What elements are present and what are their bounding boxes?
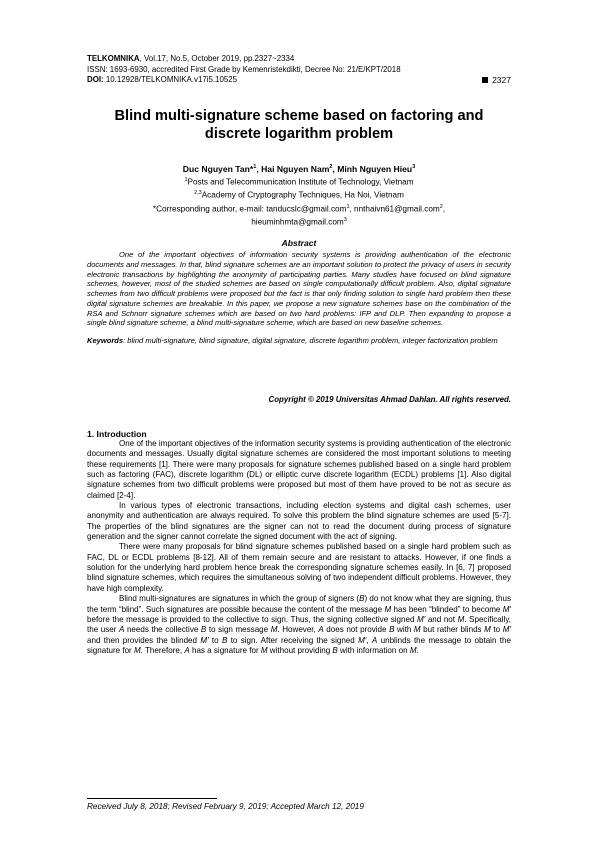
keywords-text: : blind multi-signature, blind signature, digital signature, discrete logarithm problem, integer factorization problem: [123, 336, 498, 345]
paragraph-3: There were many proposals for blind signature schemes published based on a single hard problem such as FAC, DL or ECDL problems [8-12]. All of them remain secure and are resistant to attacks. However, if one finds a solution for the underlying hard problem hence break the corresponding signature schemes easily. In [6, 7] proposed blind signature schemes, which requires the simultaneous solving of two independent difficult problems. However, they have high complexity.: [87, 542, 511, 593]
author-3-sup: 3: [412, 164, 416, 170]
corresponding-author-line2: [87, 215, 511, 228]
page-number-text: 2327: [492, 75, 511, 85]
journal-name: TELKOMNIKA: [87, 54, 140, 63]
author-1: Duc Nguyen Tan*: [182, 163, 254, 174]
author-3: , Minh Nguyen Hieu: [332, 163, 413, 174]
abstract-heading: Abstract: [281, 238, 317, 248]
affiliation-2-sup: 2,3: [194, 190, 202, 197]
corresponding-author: [87, 202, 511, 215]
abstract-text: One of the important objectives of information security systems is providing authentication of the electronic documents and messages. In that, blind signature schemes are an important solution to protect the privacy of users in security electronic transactions by highlighting the anonymity of participating parties. Many studies have focused on blind signature schemes, however, most of the studied schemes are based on single computationally difficult problem. Also, digital signature schemes from two difficult problems were proposed but the fact is that only finding solution to single hard problem then these digital signature schemes are breakable. In this paper, we propose a new signature schemes base on the combination of the RSA and Schnorr signature schemes which are based on two hard problems: IFP and DLP. Then expanding to propose a single blind signature scheme, a blind multi-signature scheme, which are based on new baseline schemes.: [87, 250, 511, 328]
author-block: [87, 162, 511, 228]
affiliation-2-text: Academy of Cryptography Techniques, Ha Noi, Vietnam: [201, 191, 404, 201]
corr-comma: ,: [442, 204, 446, 214]
doi-label: DOI:: [87, 75, 104, 85]
section-body: [87, 439, 511, 656]
issn-line: ISSN: 1693-6930, accredited First Grade by Kemenristekdikti, Decree No: 21/E/KPT/2018: [87, 64, 401, 74]
author-names: [87, 162, 511, 174]
corr-email-2[interactable]: , nnthaivn61@gmail.com: [349, 204, 440, 214]
paragraph-4: Blind multi-signatures are signatures in which the group of signers (B) do not know what they are signing, thus the term “blind”. Such signatures are possible because the content of the message M has been “blinded” to become M' before the message is provided to the collective to sign. Thus, the signing collective signed M' and not M. Specifically, the user A needs the collective B to sign message M. However, A does not provide B with M but rather blinds M to M' and then provides the blinded M' to B to sign. After receiving the signed M', A unblinds the message to obtain the signature for M. Therefore, A has a signature for M without providing B with information on M.: [87, 594, 511, 655]
corr-sup-1: 1: [346, 203, 350, 210]
copyright-notice: Copyright © 2019 Universitas Ahmad Dahlan. All rights reserved.: [268, 395, 511, 404]
title-line-1: Blind multi-signature scheme based on factoring and: [114, 108, 484, 124]
corr-email-3[interactable]: hieuminhmta@gmail.com: [251, 217, 344, 227]
affiliation-1-sup: 1: [184, 177, 188, 184]
paragraph-1: One of the important objectives of the information security systems is providing authentication of the electronic documents and messages. Usually digital signature schemes are considered the most important solutions to meeting these requirements [1]. There were many proposals for signature schemes published based on a single hard problem such as factoring (FAC), discrete logarithm (DL) or elliptic curve discrete logarithm (ECDL) problems [1]. Also digital signature schemes from two difficult problems were proposed but most of them have proved to be not as secure as claimed [2-4].: [87, 439, 511, 500]
affiliation-2: [87, 188, 511, 201]
paragraph-2: In various types of electronic transactions, including election systems and digital cash schemes, user anonymity and authentication are always required. To solve this problem the blind signature schemes are used [5-7]. The properties of the blind signatures are the signer can not to read the document during process of signature generation and the signer cannot correlate the signed document with the act of signing.: [87, 501, 511, 542]
author-2-sup: 2: [329, 164, 333, 170]
journal-header: [87, 54, 511, 86]
footer-rule: [87, 798, 217, 799]
received-dates: Received July 8, 2018; Revised February 9, 2019; Accepted March 12, 2019: [87, 802, 364, 811]
title-line-2: discrete logarithm problem: [204, 126, 394, 142]
keywords: [87, 336, 511, 346]
author-2: , Hai Nguyen Nam: [256, 163, 330, 174]
section-heading: 1. Introduction: [87, 429, 147, 439]
doi-line: [87, 75, 511, 86]
corr-sup-3: 3: [343, 216, 347, 223]
affiliation-1-text: Posts and Telecommunication Institute of Technology, Vietnam: [187, 178, 414, 187]
citation-line: [87, 54, 511, 65]
journal-citation: , Vol.17, No.5, October 2019, pp.2327~2334: [139, 54, 295, 63]
affiliation-1: [87, 175, 511, 188]
corr-sup-2: 2: [439, 203, 443, 210]
page-number: [482, 75, 511, 86]
author-1-sup: 1: [253, 164, 257, 170]
paper-title: [87, 107, 511, 143]
doi-value[interactable]: 10.12928/TELKOMNIKA.v17i5.10525: [103, 75, 238, 85]
corr-email-1[interactable]: *Corresponding author, e-mail: tanducslc@gmail.com: [152, 204, 347, 214]
page-marker-square-icon: [482, 77, 488, 83]
keywords-label: Keywords: [87, 336, 124, 345]
